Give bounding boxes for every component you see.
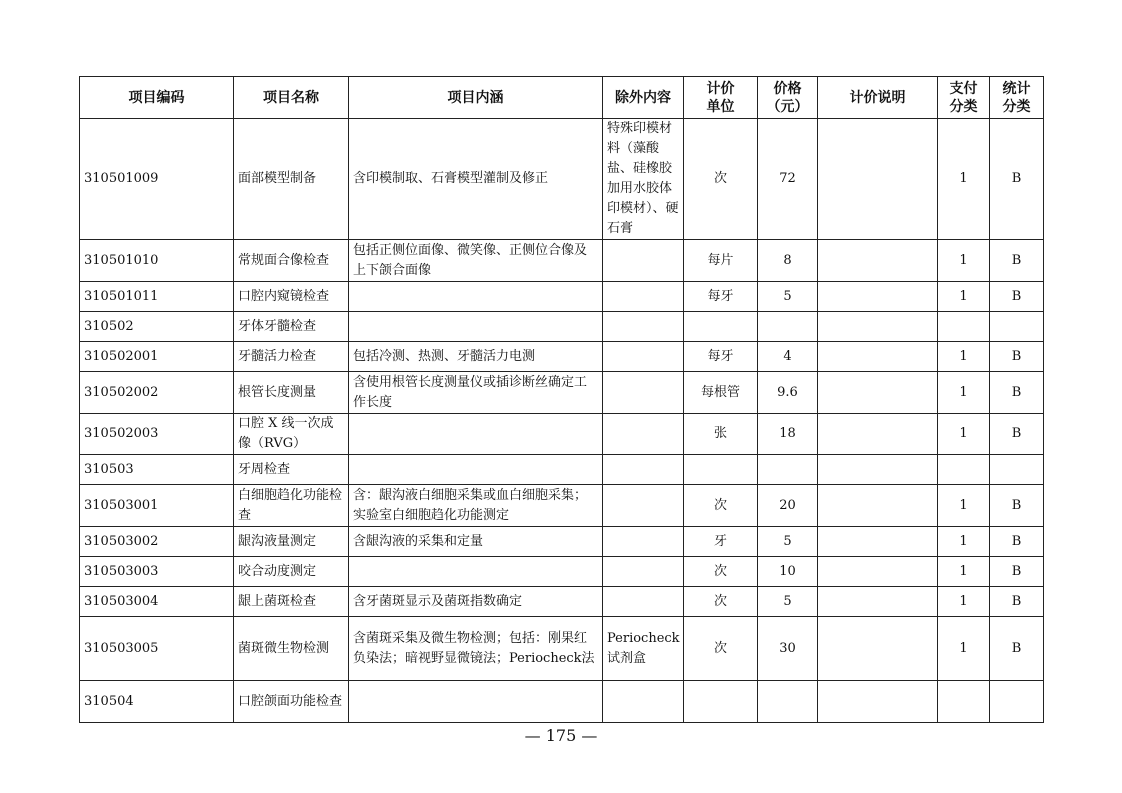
cell-unit: 次: [684, 617, 758, 681]
header-row: [80, 77, 1044, 119]
cell-content: 含使用根管长度测量仪或插诊断丝确定工作长度: [349, 372, 603, 414]
cell-code: 310503005: [80, 617, 234, 681]
fee-table: [79, 76, 1044, 723]
cell-code: 310503004: [80, 587, 234, 617]
table-row: [80, 617, 1044, 681]
header-pay: [938, 77, 990, 119]
cell-code: 310502001: [80, 342, 234, 372]
cell-price: 10: [758, 557, 818, 587]
header-stat: [990, 77, 1044, 119]
cell-unit: 每根管: [684, 372, 758, 414]
header-unit-line1: 计价: [706, 80, 735, 97]
cell-pay: 1: [938, 414, 990, 455]
cell-unit: [684, 312, 758, 342]
header-price-line2: （元）: [766, 98, 809, 115]
table-row: [80, 527, 1044, 557]
cell-content: 包括冷测、热测、牙髓活力电测: [349, 342, 603, 372]
header-pay-line2: 分类: [949, 98, 978, 115]
table-row: [80, 455, 1044, 485]
header-content: 项目内涵: [349, 77, 603, 119]
cell-note: [818, 414, 938, 455]
cell-exclusion: [603, 681, 684, 723]
cell-pay: 1: [938, 240, 990, 282]
cell-code: 310504: [80, 681, 234, 723]
cell-content: [349, 681, 603, 723]
cell-unit: 次: [684, 587, 758, 617]
cell-price: 18: [758, 414, 818, 455]
cell-note: [818, 455, 938, 485]
table-row: [80, 312, 1044, 342]
cell-price: 72: [758, 119, 818, 240]
table-row: [80, 557, 1044, 587]
cell-unit: 每牙: [684, 282, 758, 312]
cell-note: [818, 342, 938, 372]
cell-content: 含牙菌斑显示及菌斑指数确定: [349, 587, 603, 617]
cell-pay: [938, 312, 990, 342]
table-row: [80, 342, 1044, 372]
cell-code: 310501011: [80, 282, 234, 312]
cell-price: 30: [758, 617, 818, 681]
cell-unit: 次: [684, 119, 758, 240]
table-row: [80, 119, 1044, 240]
cell-unit: [684, 681, 758, 723]
cell-name: 白细胞趋化功能检查: [234, 485, 349, 527]
cell-name: 牙体牙髓检查: [234, 312, 349, 342]
cell-pay: 1: [938, 527, 990, 557]
cell-unit: 每片: [684, 240, 758, 282]
cell-exclusion: Periocheck 试剂盒: [603, 617, 684, 681]
cell-name: 咬合动度测定: [234, 557, 349, 587]
cell-exclusion: [603, 527, 684, 557]
cell-code: 310503: [80, 455, 234, 485]
cell-name: 口腔颌面功能检查: [234, 681, 349, 723]
header-pay-line1: 支付: [949, 80, 978, 97]
cell-stat: B: [990, 119, 1044, 240]
cell-name: 菌斑微生物检测: [234, 617, 349, 681]
cell-content: [349, 282, 603, 312]
table-row: [80, 282, 1044, 312]
cell-content: 含印模制取、石膏模型灌制及修正: [349, 119, 603, 240]
cell-stat: B: [990, 372, 1044, 414]
cell-stat: B: [990, 414, 1044, 455]
cell-price: 9.6: [758, 372, 818, 414]
cell-content: 含菌斑采集及微生物检测；包括：刚果红负染法；暗视野显微镜法；Periocheck法: [349, 617, 603, 681]
cell-content: [349, 312, 603, 342]
cell-pay: 1: [938, 617, 990, 681]
header-exclusion: 除外内容: [603, 77, 684, 119]
cell-exclusion: [603, 372, 684, 414]
header-note: 计价说明: [818, 77, 938, 119]
cell-unit: 每牙: [684, 342, 758, 372]
cell-code: 310503002: [80, 527, 234, 557]
cell-code: 310501010: [80, 240, 234, 282]
cell-exclusion: [603, 240, 684, 282]
cell-stat: B: [990, 240, 1044, 282]
cell-exclusion: [603, 485, 684, 527]
cell-note: [818, 240, 938, 282]
cell-name: 口腔 X 线一次成像（RVG）: [234, 414, 349, 455]
cell-unit: [684, 455, 758, 485]
cell-pay: [938, 455, 990, 485]
cell-exclusion: [603, 342, 684, 372]
cell-note: [818, 485, 938, 527]
cell-note: [818, 372, 938, 414]
cell-name: 牙周检查: [234, 455, 349, 485]
cell-price: [758, 455, 818, 485]
cell-content: [349, 455, 603, 485]
cell-name: 常规面合像检查: [234, 240, 349, 282]
cell-price: 5: [758, 587, 818, 617]
cell-code: 310502: [80, 312, 234, 342]
cell-exclusion: [603, 312, 684, 342]
cell-note: [818, 119, 938, 240]
cell-note: [818, 282, 938, 312]
table-row: [80, 681, 1044, 723]
header-price: [758, 77, 818, 119]
cell-pay: 1: [938, 587, 990, 617]
cell-code: 310502002: [80, 372, 234, 414]
cell-price: 20: [758, 485, 818, 527]
cell-exclusion: [603, 587, 684, 617]
cell-price: [758, 681, 818, 723]
cell-pay: 1: [938, 342, 990, 372]
cell-note: [818, 617, 938, 681]
cell-pay: 1: [938, 372, 990, 414]
cell-note: [818, 312, 938, 342]
cell-pay: [938, 681, 990, 723]
header-unit-line2: 单位: [706, 98, 735, 115]
cell-stat: B: [990, 557, 1044, 587]
cell-stat: [990, 681, 1044, 723]
cell-price: [758, 312, 818, 342]
cell-unit: 牙: [684, 527, 758, 557]
cell-note: [818, 587, 938, 617]
cell-price: 4: [758, 342, 818, 372]
cell-content: 包括正侧位面像、微笑像、正侧位合像及上下颌合面像: [349, 240, 603, 282]
header-stat-line1: 统计: [1002, 80, 1031, 97]
table-row: [80, 372, 1044, 414]
cell-pay: 1: [938, 282, 990, 312]
cell-exclusion: [603, 414, 684, 455]
cell-stat: B: [990, 587, 1044, 617]
cell-exclusion: [603, 557, 684, 587]
cell-exclusion: [603, 455, 684, 485]
cell-price: 8: [758, 240, 818, 282]
cell-name: 牙髓活力检查: [234, 342, 349, 372]
cell-code: 310503003: [80, 557, 234, 587]
cell-note: [818, 557, 938, 587]
cell-stat: B: [990, 617, 1044, 681]
cell-stat: B: [990, 527, 1044, 557]
table-row: [80, 485, 1044, 527]
cell-name: 口腔内窥镜检查: [234, 282, 349, 312]
cell-code: 310503001: [80, 485, 234, 527]
cell-name: 龈沟液量测定: [234, 527, 349, 557]
cell-unit: 次: [684, 557, 758, 587]
cell-stat: [990, 455, 1044, 485]
table-row: [80, 587, 1044, 617]
table-row: [80, 414, 1044, 455]
cell-note: [818, 527, 938, 557]
cell-content: [349, 414, 603, 455]
cell-price: 5: [758, 527, 818, 557]
table-row: [80, 240, 1044, 282]
cell-content: 含：龈沟液白细胞采集或血白细胞采集；实验室白细胞趋化功能测定: [349, 485, 603, 527]
header-stat-line2: 分类: [1002, 98, 1031, 115]
cell-name: 面部模型制备: [234, 119, 349, 240]
header-unit: [684, 77, 758, 119]
cell-name: 根管长度测量: [234, 372, 349, 414]
header-price-line1: 价格: [773, 80, 802, 97]
cell-price: 5: [758, 282, 818, 312]
header-name: 项目名称: [234, 77, 349, 119]
header-code: 项目编码: [80, 77, 234, 119]
cell-stat: B: [990, 342, 1044, 372]
cell-stat: [990, 312, 1044, 342]
cell-unit: 次: [684, 485, 758, 527]
cell-pay: 1: [938, 119, 990, 240]
cell-code: 310502003: [80, 414, 234, 455]
cell-stat: B: [990, 485, 1044, 527]
cell-content: 含龈沟液的采集和定量: [349, 527, 603, 557]
cell-code: 310501009: [80, 119, 234, 240]
cell-content: [349, 557, 603, 587]
cell-note: [818, 681, 938, 723]
cell-unit: 张: [684, 414, 758, 455]
cell-exclusion: [603, 282, 684, 312]
page-number: — 175 —: [524, 726, 598, 745]
cell-exclusion: 特殊印模材料（藻酸盐、硅橡胶加用水胶体印模材）、硬石膏: [603, 119, 684, 240]
cell-pay: 1: [938, 485, 990, 527]
cell-stat: B: [990, 282, 1044, 312]
cell-name: 龈上菌斑检查: [234, 587, 349, 617]
cell-pay: 1: [938, 557, 990, 587]
